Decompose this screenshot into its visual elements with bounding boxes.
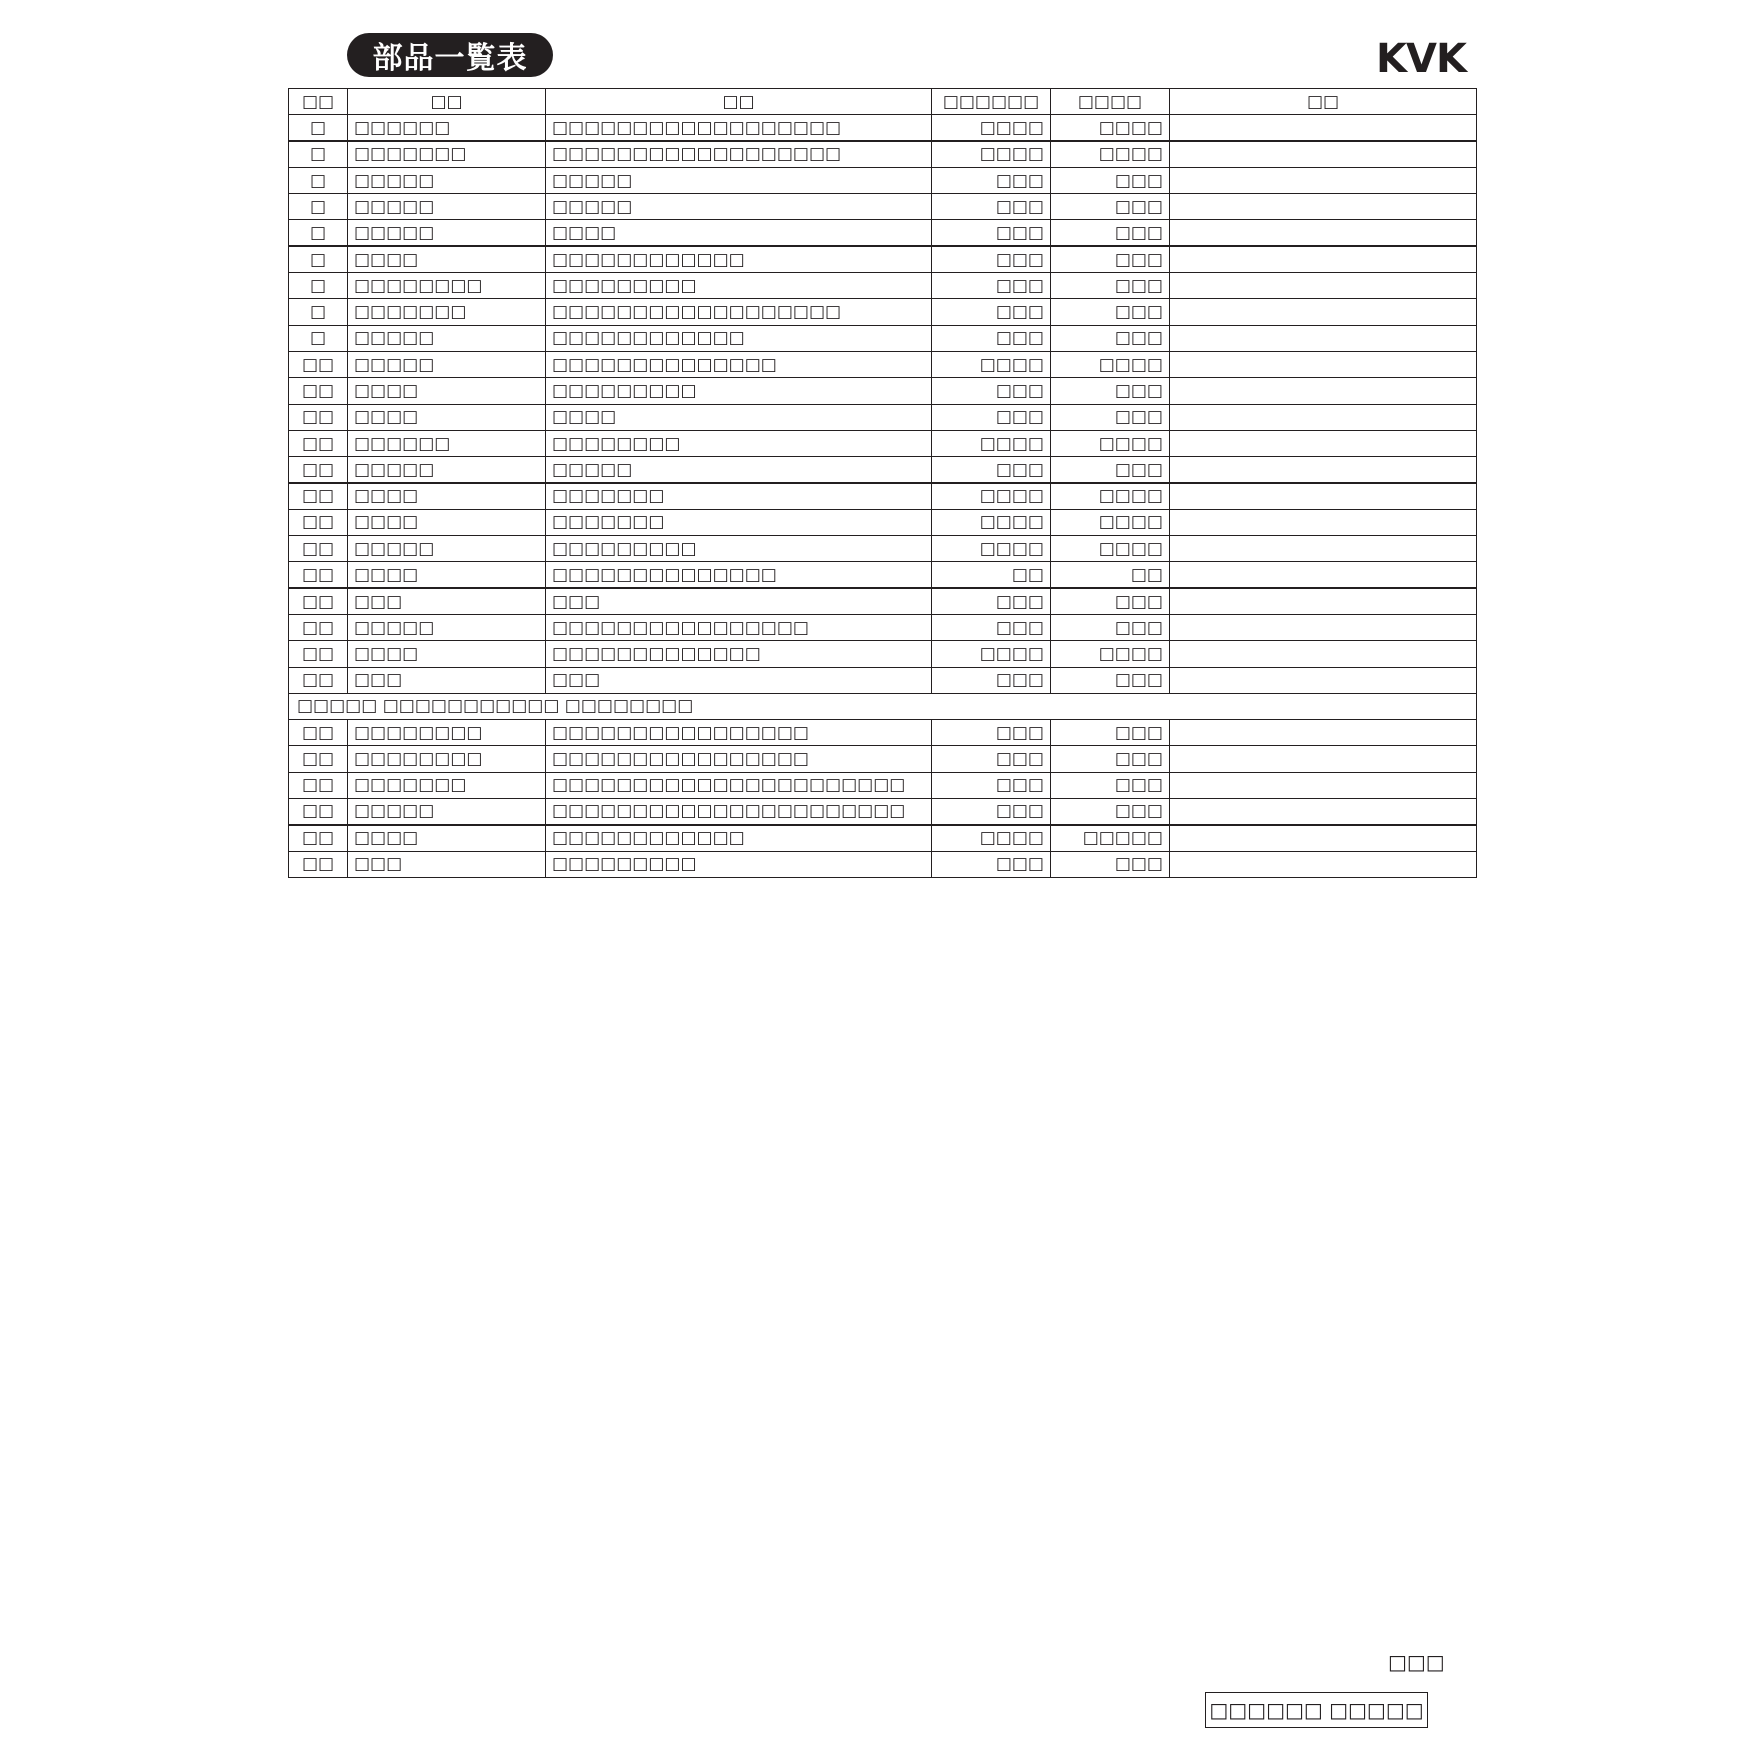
- table-row: [289, 246, 1477, 272]
- brand-logo: KVK: [1376, 36, 1466, 82]
- cell-qty: □□□: [932, 273, 1051, 299]
- cell-no: □: [289, 220, 348, 246]
- cell-price: □□□: [1051, 588, 1170, 614]
- cell-spec: □□□□□□□□□□□□□□□□□□□□□□: [546, 772, 932, 798]
- cell-spec: □□□□: [546, 220, 932, 246]
- column-header-spec: □□: [546, 89, 932, 115]
- cell-name: □□□□□: [348, 536, 546, 562]
- cell-spec: □□□□□: [546, 457, 932, 483]
- cell-spec: □□□□□□□□□□□□: [546, 325, 932, 351]
- cell-no: □□: [289, 746, 348, 772]
- cell-no: □□: [289, 483, 348, 509]
- table-row: [289, 378, 1477, 404]
- cell-price: □□□: [1051, 220, 1170, 246]
- table-row: [289, 483, 1477, 509]
- cell-spec: □□□□□□□□□□□□□□: [546, 351, 932, 377]
- cell-note: [1170, 799, 1477, 825]
- cell-note: [1170, 536, 1477, 562]
- table-row: [289, 325, 1477, 351]
- cell-qty: □□□: [932, 799, 1051, 825]
- cell-no: □□: [289, 351, 348, 377]
- cell-spec: □□□□□□□□□□□□□□□□: [546, 720, 932, 746]
- cell-spec: □□□□□□□□□□□□□□□□□□: [546, 141, 932, 167]
- cell-spec: □□□□□□□: [546, 509, 932, 535]
- table-row: [289, 167, 1477, 193]
- parts-list-table: [288, 88, 1477, 878]
- cell-spec: □□□□□□□: [546, 483, 932, 509]
- cell-name: □□□: [348, 851, 546, 877]
- cell-spec: □□□□□□□□□□□□□□□□: [546, 746, 932, 772]
- cell-price: □□□: [1051, 720, 1170, 746]
- cell-note: [1170, 325, 1477, 351]
- cell-qty: □□□: [932, 457, 1051, 483]
- cell-no: □: [289, 299, 348, 325]
- cell-name: □□□□□: [348, 457, 546, 483]
- table-row: [289, 115, 1477, 141]
- cell-no: □□: [289, 457, 348, 483]
- cell-note: [1170, 299, 1477, 325]
- cell-name: □□□□□: [348, 220, 546, 246]
- table-row: [289, 614, 1477, 640]
- table-row: [289, 562, 1477, 588]
- cell-price: □□□□: [1051, 115, 1170, 141]
- cell-spec: □□□□□□□□: [546, 430, 932, 456]
- cell-name: □□□□□: [348, 614, 546, 640]
- cell-price: □□□: [1051, 299, 1170, 325]
- cell-spec: □□□□□□□□□: [546, 273, 932, 299]
- cell-note: [1170, 457, 1477, 483]
- cell-qty: □□□□: [932, 351, 1051, 377]
- table-row: [289, 667, 1477, 693]
- cell-qty: □□□: [932, 299, 1051, 325]
- cell-spec: □□□□□□□□□□□□□□□□□□□□□□: [546, 799, 932, 825]
- cell-price: □□□: [1051, 457, 1170, 483]
- cell-qty: □□□: [932, 614, 1051, 640]
- cell-qty: □□□: [932, 220, 1051, 246]
- cell-qty: □□□: [932, 378, 1051, 404]
- cell-spec: □□□□□: [546, 167, 932, 193]
- table-row: [289, 588, 1477, 614]
- cell-note: [1170, 246, 1477, 272]
- table-row: [289, 509, 1477, 535]
- page-number: □□□: [1388, 1650, 1445, 1674]
- table-row: [289, 351, 1477, 377]
- cell-qty: □□□□: [932, 141, 1051, 167]
- cell-note: [1170, 562, 1477, 588]
- cell-qty: □□□□: [932, 115, 1051, 141]
- cell-note: [1170, 404, 1477, 430]
- cell-name: □□□□□□: [348, 115, 546, 141]
- cell-price: □□□: [1051, 799, 1170, 825]
- table-row: [289, 273, 1477, 299]
- cell-no: □□: [289, 667, 348, 693]
- cell-name: □□□□□□□□: [348, 746, 546, 772]
- cell-note: [1170, 746, 1477, 772]
- cell-price: □□□: [1051, 273, 1170, 299]
- cell-qty: □□□: [932, 851, 1051, 877]
- column-header-no: □□: [289, 89, 348, 115]
- cell-name: □□□□□□□: [348, 141, 546, 167]
- cell-qty: □□□: [932, 325, 1051, 351]
- cell-price: □□□: [1051, 325, 1170, 351]
- table-row: [289, 825, 1477, 851]
- cell-price: □□□□: [1051, 536, 1170, 562]
- cell-no: □□: [289, 851, 348, 877]
- cell-note: [1170, 641, 1477, 667]
- column-header-note: □□: [1170, 89, 1477, 115]
- cell-qty: □□□: [932, 667, 1051, 693]
- column-header-name: □□: [348, 89, 546, 115]
- cell-note: [1170, 194, 1477, 220]
- cell-qty: □□□: [932, 194, 1051, 220]
- table-row: [289, 746, 1477, 772]
- table-row: [289, 720, 1477, 746]
- cell-note: [1170, 115, 1477, 141]
- cell-spec: □□□□: [546, 404, 932, 430]
- table-row: [289, 536, 1477, 562]
- cell-name: □□□□: [348, 404, 546, 430]
- cell-spec: □□□□□: [546, 194, 932, 220]
- table-group-row: [289, 693, 1477, 719]
- cell-qty: □□□□: [932, 641, 1051, 667]
- cell-price: □□□□: [1051, 430, 1170, 456]
- cell-spec: □□□□□□□□□□□□: [546, 246, 932, 272]
- table-row: [289, 799, 1477, 825]
- cell-no: □: [289, 115, 348, 141]
- column-header-qty: □□□□□□: [932, 89, 1051, 115]
- cell-no: □: [289, 194, 348, 220]
- cell-price: □□□: [1051, 246, 1170, 272]
- cell-price: □□□: [1051, 614, 1170, 640]
- cell-name: □□□□: [348, 378, 546, 404]
- cell-no: □□: [289, 588, 348, 614]
- cell-name: □□□□□: [348, 799, 546, 825]
- cell-qty: □□□□: [932, 483, 1051, 509]
- cell-no: □□: [289, 404, 348, 430]
- cell-note: [1170, 772, 1477, 798]
- cell-spec: □□□□□□□□□□□□□□□□□□: [546, 115, 932, 141]
- cell-no: □□: [289, 772, 348, 798]
- cell-name: □□□□□: [348, 351, 546, 377]
- cell-note: [1170, 220, 1477, 246]
- cell-note: [1170, 509, 1477, 535]
- cell-name: □□□□: [348, 509, 546, 535]
- cell-name: □□□□□: [348, 194, 546, 220]
- cell-no: □□: [289, 562, 348, 588]
- cell-note: [1170, 141, 1477, 167]
- cell-spec: □□□□□□□□□: [546, 378, 932, 404]
- cell-spec: □□□□□□□□□□□□□□□□: [546, 614, 932, 640]
- cell-no: □□: [289, 825, 348, 851]
- table-header-row: [289, 89, 1477, 115]
- document-code-box: □□□□□□ □□□□□: [1205, 1692, 1428, 1728]
- column-header-price: □□□□: [1051, 89, 1170, 115]
- cell-no: □: [289, 325, 348, 351]
- cell-price: □□□□: [1051, 351, 1170, 377]
- cell-price: □□: [1051, 562, 1170, 588]
- cell-note: [1170, 273, 1477, 299]
- cell-qty: □□□□: [932, 430, 1051, 456]
- cell-no: □□: [289, 720, 348, 746]
- cell-price: □□□: [1051, 772, 1170, 798]
- cell-name: □□□□□□□: [348, 772, 546, 798]
- cell-name: □□□□□□: [348, 430, 546, 456]
- cell-spec: □□□□□□□□□□□□□□: [546, 562, 932, 588]
- cell-qty: □□□: [932, 404, 1051, 430]
- cell-no: □□: [289, 614, 348, 640]
- cell-no: □□: [289, 641, 348, 667]
- table-row: [289, 457, 1477, 483]
- cell-no: □□: [289, 536, 348, 562]
- cell-name: □□□□: [348, 562, 546, 588]
- cell-no: □□: [289, 509, 348, 535]
- cell-price: □□□□: [1051, 509, 1170, 535]
- cell-spec: □□□□□□□□□□□□□: [546, 641, 932, 667]
- cell-spec: □□□□□□□□□: [546, 851, 932, 877]
- cell-spec: □□□□□□□□□□□□□□□□□□: [546, 299, 932, 325]
- cell-no: □□: [289, 378, 348, 404]
- cell-qty: □□: [932, 562, 1051, 588]
- cell-no: □: [289, 167, 348, 193]
- cell-no: □□: [289, 430, 348, 456]
- cell-price: □□□: [1051, 851, 1170, 877]
- cell-name: □□□□□: [348, 325, 546, 351]
- cell-name: □□□□: [348, 825, 546, 851]
- cell-name: □□□: [348, 588, 546, 614]
- table-row: [289, 194, 1477, 220]
- cell-price: □□□: [1051, 378, 1170, 404]
- cell-note: [1170, 667, 1477, 693]
- cell-no: □: [289, 141, 348, 167]
- cell-price: □□□: [1051, 194, 1170, 220]
- cell-note: [1170, 614, 1477, 640]
- table-row: [289, 851, 1477, 877]
- cell-note: [1170, 351, 1477, 377]
- table-row: [289, 772, 1477, 798]
- cell-no: □: [289, 246, 348, 272]
- cell-price: □□□: [1051, 404, 1170, 430]
- cell-note: [1170, 167, 1477, 193]
- page-title: 部品一覧表: [347, 33, 553, 77]
- cell-qty: □□□: [932, 167, 1051, 193]
- cell-note: [1170, 851, 1477, 877]
- cell-qty: □□□□: [932, 825, 1051, 851]
- cell-qty: □□□: [932, 246, 1051, 272]
- cell-price: □□□: [1051, 746, 1170, 772]
- cell-name: □□□□□□□□: [348, 720, 546, 746]
- cell-spec: □□□□□□□□□: [546, 536, 932, 562]
- cell-qty: □□□: [932, 720, 1051, 746]
- cell-note: [1170, 825, 1477, 851]
- cell-qty: □□□□: [932, 536, 1051, 562]
- cell-no: □: [289, 273, 348, 299]
- table-row: [289, 220, 1477, 246]
- cell-spec: □□□□□□□□□□□□: [546, 825, 932, 851]
- table-row: [289, 641, 1477, 667]
- cell-spec: □□□: [546, 667, 932, 693]
- cell-price: □□□: [1051, 667, 1170, 693]
- cell-price: □□□□: [1051, 483, 1170, 509]
- table-row: [289, 141, 1477, 167]
- cell-price: □□□□□: [1051, 825, 1170, 851]
- cell-note: [1170, 378, 1477, 404]
- table-row: [289, 299, 1477, 325]
- cell-price: □□□□: [1051, 641, 1170, 667]
- cell-qty: □□□: [932, 746, 1051, 772]
- cell-price: □□□: [1051, 167, 1170, 193]
- cell-price: □□□□: [1051, 141, 1170, 167]
- cell-note: [1170, 483, 1477, 509]
- cell-note: [1170, 720, 1477, 746]
- cell-qty: □□□: [932, 588, 1051, 614]
- cell-no: □□: [289, 799, 348, 825]
- cell-name: □□□□: [348, 483, 546, 509]
- cell-name: □□□: [348, 667, 546, 693]
- cell-spec: □□□: [546, 588, 932, 614]
- parts-table-body: [289, 115, 1477, 878]
- cell-name: □□□□: [348, 246, 546, 272]
- cell-name: □□□□□□□□: [348, 273, 546, 299]
- table-row: [289, 404, 1477, 430]
- table-row: [289, 430, 1477, 456]
- cell-note: [1170, 430, 1477, 456]
- cell-qty: □□□: [932, 772, 1051, 798]
- group-label: □□□□□ □□□□□□□□□□□ □□□□□□□□: [289, 693, 1477, 719]
- cell-note: [1170, 588, 1477, 614]
- cell-name: □□□□: [348, 641, 546, 667]
- cell-qty: □□□□: [932, 509, 1051, 535]
- cell-name: □□□□□□□: [348, 299, 546, 325]
- cell-name: □□□□□: [348, 167, 546, 193]
